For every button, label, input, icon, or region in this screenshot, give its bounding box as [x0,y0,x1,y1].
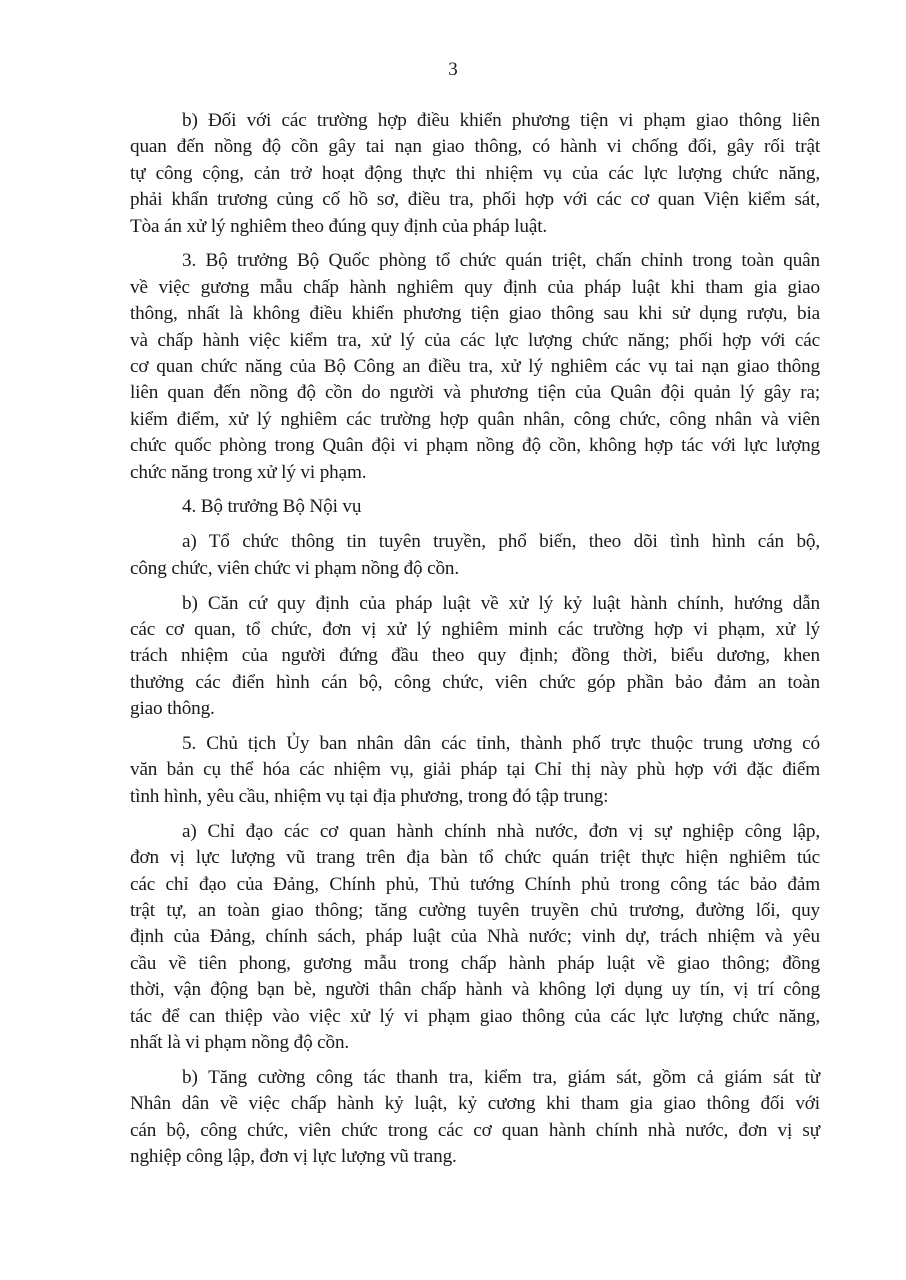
text-line: 3. Bộ trưởng Bộ Quốc phòng tổ chức quán triệt, chấn chỉnh trong toàn quân [182,250,820,272]
text-line: đơn vị lực lượng vũ trang trên địa bàn tổ chức quán triệt thực hiện nghiêm túc [130,847,820,869]
text-line: b) Căn cứ quy định của pháp luật về xử lý kỷ luật hành chính, hướng dẫn [182,592,820,614]
text-line: cán bộ, công chức, viên chức trong các cơ quan hành chính nhà nước, đơn vị sự [130,1119,820,1141]
text-line: kiểm điểm, xử lý nghiêm các trường hợp quân nhân, công chức, công nhân và viên [130,408,820,430]
text-line: liên quan đến nồng độ cồn do người và phương tiện của Quân đội quản lý gây ra; [130,382,820,404]
section-heading [130,494,820,520]
text-line: các cơ quan, tổ chức, đơn vị xử lý nghiêm minh các trường hợp vi phạm, xử lý [130,619,820,641]
text-line: b) Đối với các trường hợp điều khiển phương tiện vi phạm giao thông liên [182,110,820,131]
text-line: tác để can thiệp vào việc xử lý vi phạm giao thông của các lực lượng chức năng, [130,1005,820,1027]
text-line: phải khẩn trương củng cố hồ sơ, điều tra, phối hợp với các cơ quan Viện kiểm sát, [130,189,820,211]
text-line: về việc gương mẫu chấp hành nghiêm quy định của pháp luật khi tham gia giao [130,276,820,298]
text-line: chức năng trong xử lý vi phạm. [130,461,367,483]
text-line: nhất là vi phạm nồng độ cồn. [130,1031,350,1053]
page-number: 3 [448,59,458,80]
text-line: tự công cộng, cản trở hoạt động thực thi nhiệm vụ của các lực lượng chức năng, [130,162,820,184]
text-line: tình hình, yêu cầu, nhiệm vụ tại địa phương, trong đó tập trung: [130,785,609,807]
text-line: a) Chỉ đạo các cơ quan hành chính nhà nước, đơn vị sự nghiệp công lập, [182,820,820,842]
text-line: trách nhiệm của người đứng đầu theo quy định; đồng thời, biểu dương, khen [130,645,820,667]
text-line: định của Đảng, chính sách, pháp luật của Nhà nước; vinh dự, trách nhiệm và yêu [130,926,820,948]
paragraph [130,248,820,486]
paragraph [130,1065,820,1171]
text-line: Tòa án xử lý nghiêm theo đúng quy định của pháp luật. [130,215,548,237]
text-line: nghiệp công lập, đơn vị lực lượng vũ trang. [130,1145,457,1167]
text-line: công chức, viên chức vi phạm nồng độ cồn. [130,557,460,579]
text-line: văn bản cụ thể hóa các nhiệm vụ, giải pháp tại Chỉ thị này phù hợp với đặc điểm [130,759,820,781]
text-line: 5. Chủ tịch Ủy ban nhân dân các tỉnh, thành phố trực thuộc trung ương có [182,733,820,755]
paragraph [130,108,820,240]
document-body [130,108,820,1179]
text-line: quan đến nồng độ cồn gây tai nạn giao thông, có hành vi chống đối, gây rối trật [130,136,820,158]
text-line: và chấp hành việc kiểm tra, xử lý của các lực lượng chức năng; phối hợp với các [130,329,820,351]
text-line: thưởng các điển hình cán bộ, công chức, viên chức góp phần bảo đảm an toàn [130,671,820,693]
paragraph [130,819,820,1057]
text-line: b) Tăng cường công tác thanh tra, kiểm tra, giám sát, gồm cả giám sát từ [182,1066,820,1088]
text-line: thông, nhất là không điều khiển phương tiện giao thông sau khi sử dụng rượu, bia [130,303,820,325]
text-line: các chỉ đạo của Đảng, Chính phủ, Thủ tướng Chính phủ trong công tác bảo đảm [130,873,820,895]
text-line: a) Tổ chức thông tin tuyên truyền, phổ biến, theo dõi tình hình cán bộ, [182,531,820,553]
paragraph [130,591,820,723]
text-line: chức quốc phòng trong Quân đội vi phạm nồng độ cồn, không hợp tác với lực lượng [130,435,820,457]
text-line: giao thông. [130,698,215,720]
text-line: cầu về tiên phong, gương mẫu trong chấp hành pháp luật về giao thông; đồng [130,952,820,974]
text-line: trật tự, an toàn giao thông; tăng cường tuyên truyền chủ trương, đường lối, quy [130,899,820,921]
text-line: cơ quan chức năng của Bộ Công an điều tra, xử lý nghiêm các vụ tai nạn giao thông [130,356,820,378]
text-line: 4. Bộ trưởng Bộ Nội vụ [182,496,362,518]
text-line: thời, vận động bạn bè, người thân chấp hành và không lợi dụng uy tín, vị trí công [130,979,820,1001]
paragraph [130,731,820,810]
paragraph [130,529,820,582]
text-line: Nhân dân về việc chấp hành kỷ luật, kỷ cương khi tham gia giao thông đối với [130,1093,820,1115]
